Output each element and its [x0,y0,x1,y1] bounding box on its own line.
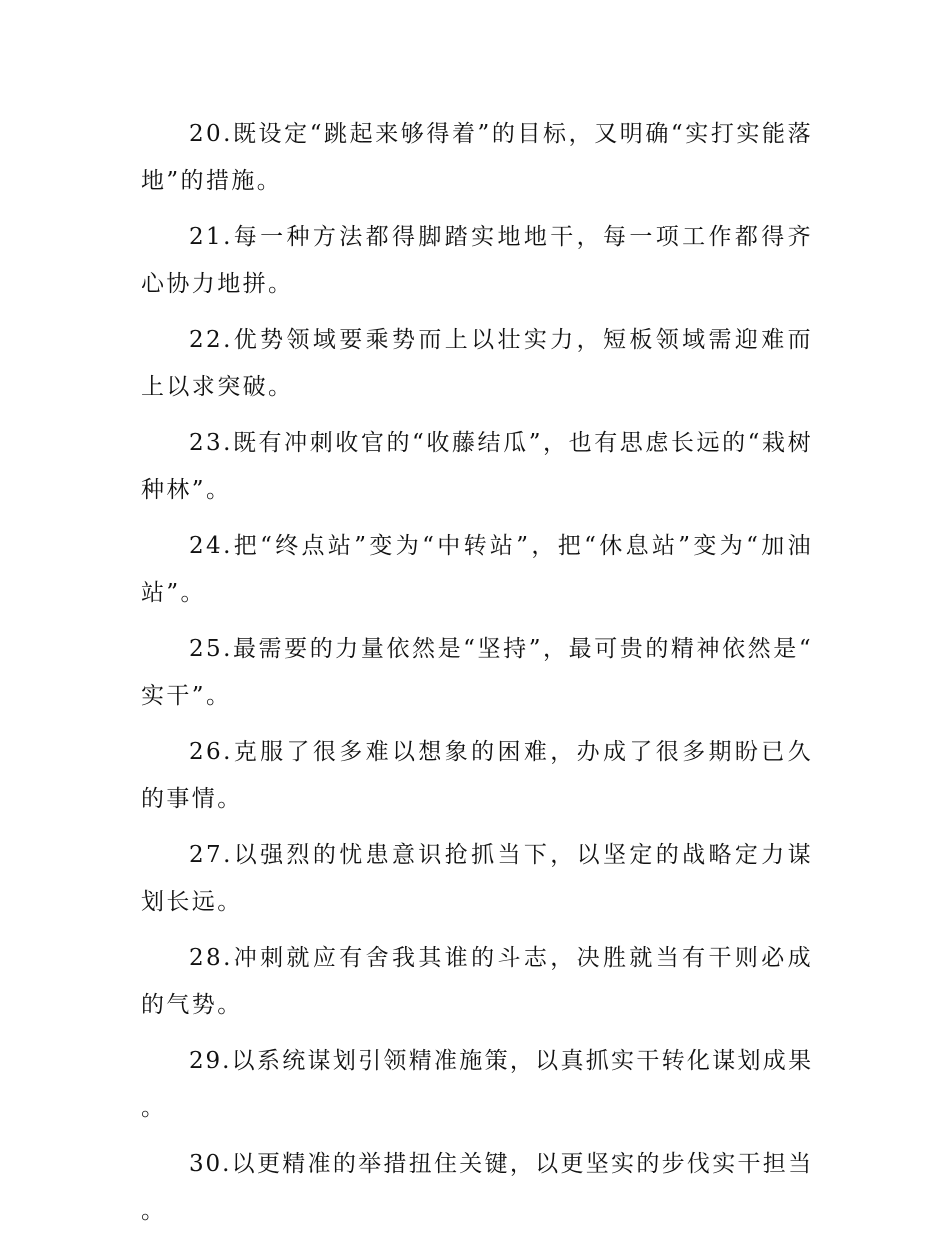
paragraph-21: 21.每一种方法都得脚踏实地地干，每一项工作都得齐心协力地拼。 [141,224,813,297]
paragraph-27: 27.以强烈的忧患意识抢抓当下，以坚定的战略定力谋划长远。 [141,842,813,915]
paragraph-22: 22.优势领域要乘势而上以壮实力，短板领域需迎难而上以求突破。 [141,327,813,400]
paragraph-25: 25.最需要的力量依然是“坚持”，最可贵的精神依然是“实干”。 [141,636,813,709]
paragraph-26: 26.克服了很多难以想象的困难，办成了很多期盼已久的事情。 [141,739,813,812]
paragraph-24: 24.把“终点站”变为“中转站”，把“休息站”变为“加油站”。 [141,533,813,606]
document-body [141,111,813,1244]
paragraph-20: 20.既设定“跳起来够得着”的目标，又明确“实打实能落地”的措施。 [141,121,813,194]
paragraph-29: 29.以系统谋划引领精准施策，以真抓实干转化谋划成果。 [141,1048,813,1121]
paragraph-23: 23.既有冲刺收官的“收藤结瓜”，也有思虑长远的“栽树种林”。 [141,430,813,503]
paragraph-30: 30.以更精准的举措扭住关键，以更坚实的步伐实干担当。 [141,1151,813,1224]
paragraph-28: 28.冲刺就应有舍我其谁的斗志，决胜就当有干则必成的气势。 [141,945,813,1018]
